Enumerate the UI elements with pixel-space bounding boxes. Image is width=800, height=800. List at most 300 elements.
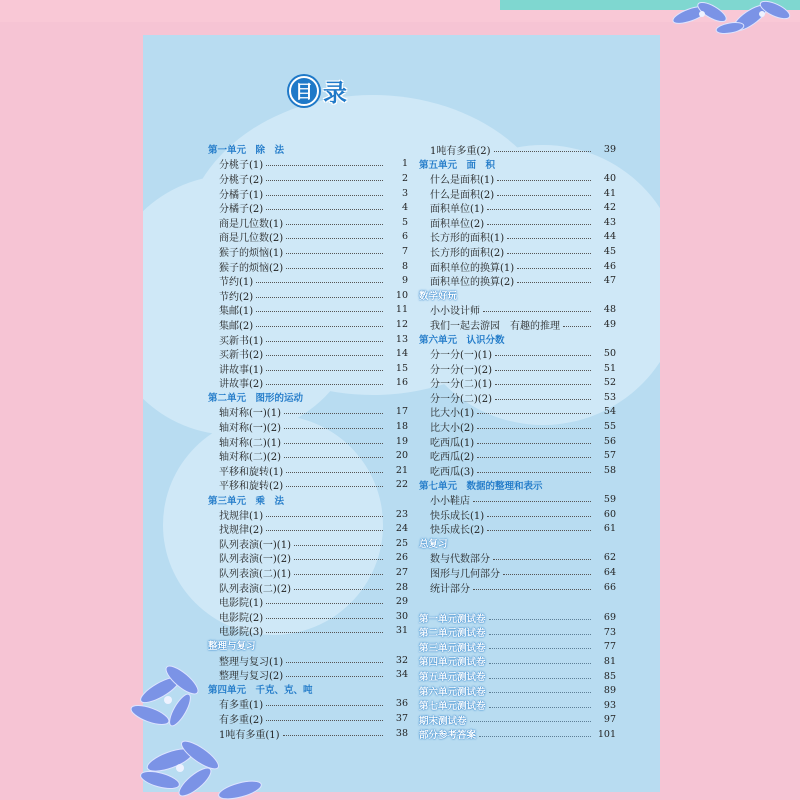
toc-label: 有多重(2) [219, 714, 264, 726]
toc-label: 分橘子(1) [219, 189, 264, 201]
flower-decoration-top-right [660, 0, 800, 40]
dot-leader [284, 443, 383, 444]
toc-label: 吃西瓜(1) [430, 437, 475, 449]
toc-entry [419, 521, 616, 536]
toc-page-number: 56 [603, 435, 616, 447]
toc-page-number: 77 [603, 641, 616, 653]
dot-leader [286, 662, 383, 663]
toc-label: 商是几位数(2) [219, 233, 284, 245]
toc-entry [419, 507, 616, 522]
dot-leader [266, 165, 383, 166]
toc-entry [208, 419, 408, 434]
toc-label: 第三单元测试卷 [419, 642, 486, 654]
toc-spacer [419, 594, 616, 610]
dot-leader [489, 648, 591, 649]
toc-entry [208, 157, 408, 172]
toc-entry [208, 288, 408, 303]
toc-label: 轴对称(二)(2) [219, 452, 281, 464]
toc-section-heading [208, 390, 408, 405]
dot-leader [493, 559, 591, 560]
toc-label: 轴对称(二)(1) [219, 437, 281, 449]
toc-label: 电影院(1) [219, 598, 264, 610]
dot-leader [473, 501, 591, 502]
dot-leader [563, 326, 591, 327]
toc-page-number: 11 [395, 304, 408, 316]
dot-leader [294, 589, 383, 590]
toc-page-number: 52 [603, 377, 616, 389]
dot-leader [477, 472, 591, 473]
toc-section-heading [419, 478, 616, 493]
toc-entry [419, 200, 616, 215]
toc-entry [419, 303, 616, 318]
toc-test-entry [419, 654, 616, 669]
dot-leader [266, 530, 383, 531]
toc-label: 小小设计师 [430, 306, 480, 318]
toc-entry [208, 580, 408, 595]
toc-label: 面积单位(2) [430, 218, 485, 230]
toc-page-number: 21 [395, 464, 408, 476]
dot-leader [503, 574, 591, 575]
toc-page-number: 48 [603, 304, 616, 316]
dot-leader [286, 253, 383, 254]
dot-leader [489, 678, 591, 679]
dot-leader [479, 736, 591, 737]
dot-leader [487, 224, 591, 225]
toc-label: 第一单元测试卷 [419, 613, 486, 625]
toc-test-entry [419, 625, 616, 640]
toc-label: 面积单位的换算(1) [430, 262, 515, 274]
toc-label: 分一分(二)(1) [430, 379, 492, 391]
toc-section-heading [208, 492, 408, 507]
toc-entry [208, 624, 408, 639]
toc-label: 第四单元 千克、克、吨 [208, 685, 313, 697]
toc-page-number: 4 [401, 202, 408, 214]
dot-leader [266, 355, 383, 356]
toc-page-number: 39 [603, 143, 616, 155]
toc-page-number: 46 [603, 260, 616, 272]
toc-label: 买新书(2) [219, 350, 264, 362]
title-second-char: 录 [323, 79, 347, 107]
toc-label: 整理与复习(2) [219, 671, 284, 683]
toc-page-number: 42 [603, 202, 616, 214]
toc-label: 吃西瓜(3) [430, 466, 475, 478]
dot-leader [286, 268, 383, 269]
toc-label: 分桃子(1) [219, 160, 264, 172]
toc-label: 电影院(2) [219, 612, 264, 624]
toc-label: 统计部分 [430, 583, 470, 595]
toc-entry [419, 580, 616, 595]
toc-entry [419, 565, 616, 580]
toc-label: 什么是面积(1) [430, 174, 495, 186]
dot-leader [284, 457, 383, 458]
toc-entry [419, 405, 616, 420]
toc-page-number: 44 [603, 231, 616, 243]
toc-page-number: 40 [603, 172, 616, 184]
toc-test-entry [419, 640, 616, 655]
toc-label: 分一分(二)(2) [430, 393, 492, 405]
dot-leader [286, 676, 383, 677]
toc-page-number: 69 [603, 612, 616, 624]
toc-page-number: 12 [395, 318, 408, 330]
toc-page-number: 34 [395, 669, 408, 681]
toc-page-number: 36 [395, 698, 408, 710]
toc-label: 整理与复习 [208, 641, 256, 653]
toc-entry [208, 551, 408, 566]
toc-section-heading [419, 332, 616, 347]
dot-leader [497, 180, 591, 181]
toc-entry [208, 200, 408, 215]
toc-entry [419, 434, 616, 449]
toc-page-number: 73 [603, 626, 616, 638]
toc-label: 队列表演(二)(2) [219, 583, 291, 595]
dot-leader [477, 443, 591, 444]
dot-leader [284, 428, 383, 429]
dot-leader [497, 195, 591, 196]
toc-entry [208, 332, 408, 347]
toc-label: 讲故事(1) [219, 364, 264, 376]
toc-page-number: 2 [401, 172, 408, 184]
toc-label: 队列表演(二)(1) [219, 569, 291, 581]
toc-label: 吃西瓜(2) [430, 452, 475, 464]
toc-entry [419, 317, 616, 332]
toc-label: 分一分(一)(2) [430, 364, 492, 376]
toc-label: 猴子的烦恼(1) [219, 247, 284, 259]
toc-label: 平移和旋转(2) [219, 481, 284, 493]
toc-entry [419, 142, 616, 157]
toc-label: 队列表演(一)(2) [219, 554, 291, 566]
toc-page-number: 1 [401, 158, 408, 170]
toc-page-number: 6 [401, 231, 408, 243]
dot-leader [266, 195, 383, 196]
toc-page-number: 26 [395, 552, 408, 564]
toc-entry [419, 230, 616, 245]
dot-leader [487, 530, 591, 531]
toc-entry [208, 609, 408, 624]
toc-entry [208, 186, 408, 201]
toc-entry [419, 551, 616, 566]
toc-label: 长方形的面积(1) [430, 233, 505, 245]
toc-label: 集邮(1) [219, 306, 254, 318]
toc-test-entry [419, 713, 616, 728]
toc-entry [208, 521, 408, 536]
dot-leader [489, 634, 591, 635]
toc-left-column [208, 142, 408, 740]
dot-leader [286, 238, 383, 239]
toc-label: 第七单元 数据的整理和表示 [419, 480, 543, 492]
toc-page-number: 51 [603, 362, 616, 374]
toc-page-number: 64 [603, 567, 616, 579]
toc-page-number: 20 [395, 450, 408, 462]
toc-entry [208, 171, 408, 186]
dot-leader [266, 603, 383, 604]
toc-label: 小小鞋店 [430, 496, 470, 508]
dot-leader [483, 311, 591, 312]
toc-test-entry [419, 698, 616, 713]
dot-leader [286, 472, 383, 473]
toc-label: 第七单元测试卷 [419, 701, 486, 713]
toc-section-heading [419, 157, 616, 172]
toc-page-number: 13 [395, 333, 408, 345]
toc-page-number: 28 [395, 581, 408, 593]
dot-leader [489, 619, 591, 620]
toc-label: 轴对称(一)(1) [219, 408, 281, 420]
dot-leader [517, 268, 591, 269]
toc-entry [419, 186, 616, 201]
toc-entry [208, 273, 408, 288]
toc-page-number: 5 [401, 216, 408, 228]
dot-leader [266, 516, 383, 517]
dot-leader [489, 707, 591, 708]
dot-leader [495, 355, 591, 356]
dot-leader [487, 209, 591, 210]
dot-leader [489, 692, 591, 693]
toc-label: 分桃子(2) [219, 174, 264, 186]
toc-page-number: 31 [395, 625, 408, 637]
dot-leader [495, 399, 591, 400]
toc-page-number: 17 [395, 406, 408, 418]
toc-section-heading [419, 536, 616, 551]
toc-test-entry [419, 683, 616, 698]
toc-label: 第二单元 图形的运动 [208, 393, 304, 405]
dot-leader [284, 413, 383, 414]
toc-entry [419, 419, 616, 434]
toc-entry [208, 405, 408, 420]
toc-page-number: 89 [603, 685, 616, 697]
toc-page-number: 23 [395, 508, 408, 520]
dot-leader [495, 370, 591, 371]
dot-leader [507, 253, 591, 254]
toc-page-number: 27 [395, 567, 408, 579]
dot-leader [477, 428, 591, 429]
toc-page-number: 61 [603, 523, 616, 535]
toc-entry [419, 215, 616, 230]
toc-page-number: 18 [395, 421, 408, 433]
toc-page-number: 81 [603, 655, 616, 667]
toc-label: 轴对称(一)(2) [219, 423, 281, 435]
toc-section-heading [208, 142, 408, 157]
toc-entry [208, 434, 408, 449]
toc-label: 期末测试卷 [419, 715, 467, 727]
toc-label: 商是几位数(1) [219, 218, 284, 230]
toc-page-number: 47 [603, 275, 616, 287]
toc-page-number: 24 [395, 523, 408, 535]
toc-label: 买新书(1) [219, 335, 264, 347]
toc-page-number: 55 [603, 421, 616, 433]
toc-label: 第六单元测试卷 [419, 686, 486, 698]
toc-entry [419, 463, 616, 478]
toc-page-number: 37 [395, 712, 408, 724]
toc-entry [208, 448, 408, 463]
toc-page-number: 38 [395, 727, 408, 739]
toc-label: 第六单元 认识分数 [419, 335, 505, 347]
toc-entry [419, 376, 616, 391]
dot-leader [256, 297, 383, 298]
dot-leader [286, 224, 383, 225]
dot-leader [473, 589, 591, 590]
toc-label: 快乐成长(2) [430, 525, 485, 537]
toc-entry [208, 507, 408, 522]
toc-page-number: 7 [401, 245, 408, 257]
dot-leader [489, 663, 591, 664]
dot-leader [294, 559, 383, 560]
toc-label: 快乐成长(1) [430, 510, 485, 522]
toc-page-number: 19 [395, 435, 408, 447]
toc-label: 我们一起去游园 有趣的推理 [430, 320, 560, 332]
toc-label: 1吨有多重(2) [430, 145, 491, 157]
toc-page-number: 25 [395, 537, 408, 549]
dot-leader [286, 486, 383, 487]
toc-page-number: 62 [603, 552, 616, 564]
toc-entry [208, 244, 408, 259]
title-first-char: 目 [289, 76, 319, 106]
dot-leader [266, 618, 383, 619]
toc-label: 节约(2) [219, 291, 254, 303]
toc-page-number: 29 [395, 596, 408, 608]
toc-page-number: 3 [401, 187, 408, 199]
toc-entry [419, 361, 616, 376]
toc-entry [419, 259, 616, 274]
toc-page-number: 9 [401, 275, 408, 287]
flower-decoration-bottom-left [120, 660, 300, 800]
toc-page-number: 93 [603, 699, 616, 711]
toc-entry [208, 376, 408, 391]
dot-leader [470, 721, 591, 722]
toc-page-number: 41 [603, 187, 616, 199]
toc-label: 集邮(2) [219, 320, 254, 332]
toc-entry [419, 346, 616, 361]
dot-leader [494, 151, 591, 152]
toc-label: 面积单位的换算(2) [430, 277, 515, 289]
dot-leader [266, 341, 383, 342]
toc-label: 整理与复习(1) [219, 656, 284, 668]
toc-entry [208, 346, 408, 361]
toc-label: 长方形的面积(2) [430, 247, 505, 259]
toc-label: 面积单位(1) [430, 204, 485, 216]
toc-entry [419, 244, 616, 259]
toc-test-entry [419, 669, 616, 684]
toc-entry [208, 303, 408, 318]
toc-page-number: 15 [395, 362, 408, 374]
toc-page-number: 53 [603, 391, 616, 403]
toc-label: 第一单元 除 法 [208, 145, 285, 157]
toc-page-number: 14 [395, 348, 408, 360]
dot-leader [266, 180, 383, 181]
toc-page-number: 30 [395, 610, 408, 622]
toc-entry [208, 594, 408, 609]
dot-leader [294, 545, 383, 546]
toc-page-number: 57 [603, 450, 616, 462]
dot-leader [256, 326, 383, 327]
toc-page-number: 32 [395, 654, 408, 666]
dot-leader [507, 238, 591, 239]
toc-label: 第五单元测试卷 [419, 672, 486, 684]
toc-page-number: 59 [603, 494, 616, 506]
page-title [289, 73, 347, 108]
toc-label: 比大小(1) [430, 408, 475, 420]
dot-leader [495, 384, 591, 385]
toc-label: 1吨有多重(1) [219, 729, 280, 741]
dot-leader [517, 282, 591, 283]
toc-test-entry [419, 610, 616, 625]
toc-label: 有多重(1) [219, 700, 264, 712]
dot-leader [266, 209, 383, 210]
toc-entry [419, 448, 616, 463]
toc-page-number: 49 [603, 318, 616, 330]
toc-page-number: 101 [597, 728, 616, 740]
toc-page-number: 85 [603, 670, 616, 682]
dot-leader [477, 457, 591, 458]
toc-page-number: 50 [603, 348, 616, 360]
toc-page-number: 43 [603, 216, 616, 228]
toc-label: 电影院(3) [219, 627, 264, 639]
toc-label: 平移和旋转(1) [219, 466, 284, 478]
toc-entry [208, 536, 408, 551]
toc-label: 什么是面积(2) [430, 189, 495, 201]
toc-label: 第二单元测试卷 [419, 628, 486, 640]
toc-entry [208, 565, 408, 580]
toc-entry [208, 230, 408, 245]
toc-label: 数与代数部分 [430, 554, 490, 566]
toc-page-number: 97 [603, 714, 616, 726]
toc-label: 分橘子(2) [219, 204, 264, 216]
toc-label: 分一分(一)(1) [430, 350, 492, 362]
toc-page-number: 8 [401, 260, 408, 272]
dot-leader [266, 632, 383, 633]
toc-label: 讲故事(2) [219, 379, 264, 391]
toc-entry [419, 273, 616, 288]
toc-entry [419, 171, 616, 186]
dot-leader [487, 516, 591, 517]
toc-label: 找规律(2) [219, 525, 264, 537]
toc-entry [208, 259, 408, 274]
toc-section-heading [208, 638, 408, 653]
toc-page-number: 16 [395, 377, 408, 389]
toc-section-heading [419, 288, 616, 303]
toc-page-number: 66 [603, 581, 616, 593]
toc-label: 第五单元 面 积 [419, 159, 496, 171]
toc-entry [208, 317, 408, 332]
toc-label: 节约(1) [219, 277, 254, 289]
toc-entry [208, 361, 408, 376]
toc-label: 图形与几何部分 [430, 569, 500, 581]
dot-leader [477, 413, 591, 414]
toc-entry [208, 478, 408, 493]
toc-page-number: 54 [603, 406, 616, 418]
toc-page-number: 58 [603, 464, 616, 476]
toc-label: 比大小(2) [430, 423, 475, 435]
toc-test-entry [419, 727, 616, 742]
toc-entry [419, 390, 616, 405]
toc-label: 第三单元 乘 法 [208, 495, 285, 507]
toc-label: 数学好玩 [419, 291, 458, 303]
dot-leader [256, 282, 383, 283]
toc-entry [208, 463, 408, 478]
dot-leader [256, 311, 383, 312]
toc-page-number: 45 [603, 245, 616, 257]
toc-label: 队列表演(一)(1) [219, 539, 291, 551]
toc-label: 第四单元测试卷 [419, 657, 486, 669]
toc-label: 总复习 [419, 539, 448, 551]
toc-entry [419, 492, 616, 507]
toc-page-number: 10 [395, 289, 408, 301]
dot-leader [266, 384, 383, 385]
toc-right-column [419, 142, 616, 742]
dot-leader [266, 370, 383, 371]
toc-page-number: 60 [603, 508, 616, 520]
toc-label: 部分参考答案 [419, 730, 477, 742]
toc-label: 猴子的烦恼(2) [219, 262, 284, 274]
dot-leader [294, 574, 383, 575]
